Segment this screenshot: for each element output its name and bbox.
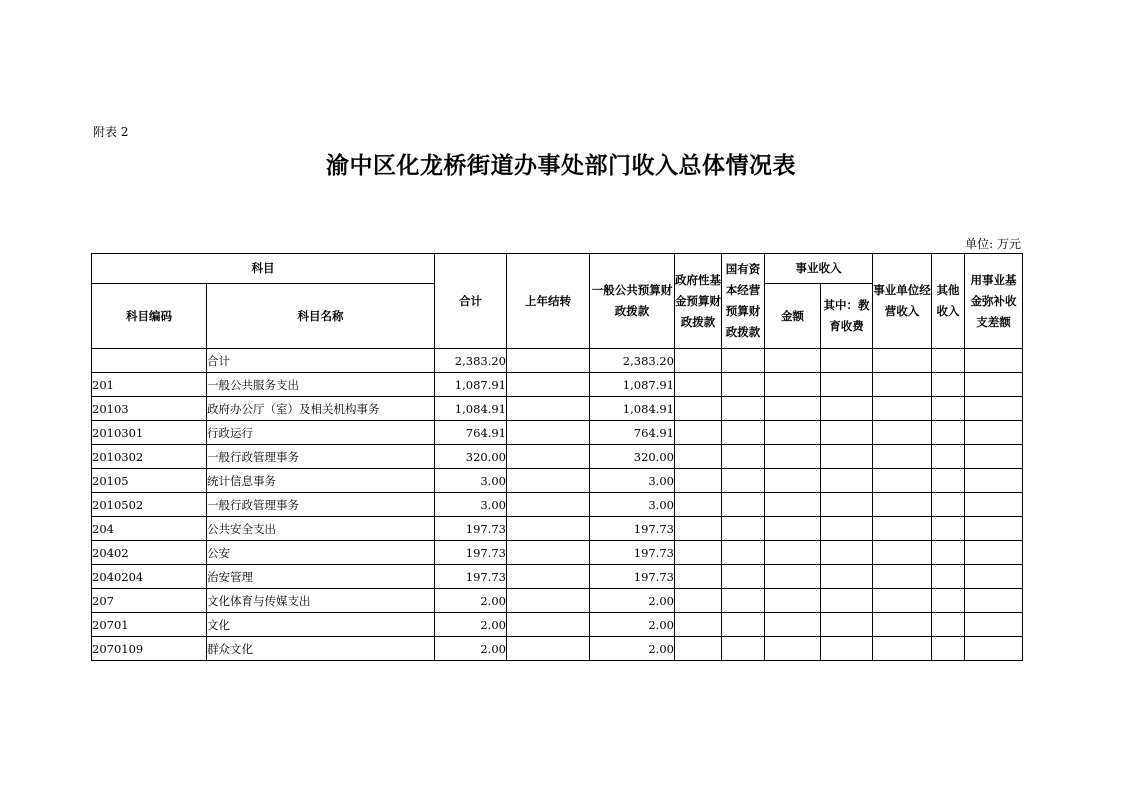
cell-other-income xyxy=(932,373,965,397)
cell-business-income xyxy=(873,637,932,661)
cell-name: 文化体育与传媒支出 xyxy=(207,589,435,613)
cell-business-income xyxy=(873,493,932,517)
header-general-budget: 一般公共预算财政拨款 xyxy=(590,254,675,349)
cell-general-budget: 764.91 xyxy=(590,421,675,445)
cell-total: 197.73 xyxy=(435,541,507,565)
table-row xyxy=(92,373,1023,397)
cell-gov-fund xyxy=(675,469,722,493)
table-row xyxy=(92,493,1023,517)
cell-amount xyxy=(765,613,821,637)
header-code: 科目编码 xyxy=(92,284,207,349)
header-institution-income: 事业收入 xyxy=(765,254,873,284)
cell-amount xyxy=(765,445,821,469)
cell-other-income xyxy=(932,637,965,661)
header-balance-fund: 用事业基金弥补收支差额 xyxy=(965,254,1023,349)
cell-carryover xyxy=(507,493,590,517)
cell-state-capital xyxy=(722,637,765,661)
cell-gov-fund xyxy=(675,397,722,421)
cell-business-income xyxy=(873,349,932,373)
cell-general-budget: 3.00 xyxy=(590,493,675,517)
cell-amount xyxy=(765,373,821,397)
header-total: 合计 xyxy=(435,254,507,349)
cell-edu-fee xyxy=(821,589,873,613)
cell-general-budget: 3.00 xyxy=(590,469,675,493)
cell-state-capital xyxy=(722,421,765,445)
cell-carryover xyxy=(507,565,590,589)
cell-other-income xyxy=(932,565,965,589)
cell-name: 政府办公厅（室）及相关机构事务 xyxy=(207,397,435,421)
cell-code xyxy=(92,349,207,373)
cell-gov-fund xyxy=(675,373,722,397)
table-row xyxy=(92,349,1023,373)
header-amount: 金额 xyxy=(765,284,821,349)
cell-code: 2010502 xyxy=(92,493,207,517)
cell-code: 207 xyxy=(92,589,207,613)
cell-amount xyxy=(765,517,821,541)
cell-code: 20103 xyxy=(92,397,207,421)
cell-business-income xyxy=(873,565,932,589)
cell-total: 197.73 xyxy=(435,565,507,589)
cell-state-capital xyxy=(722,493,765,517)
cell-name: 统计信息事务 xyxy=(207,469,435,493)
cell-carryover xyxy=(507,421,590,445)
cell-general-budget: 197.73 xyxy=(590,541,675,565)
cell-state-capital xyxy=(722,373,765,397)
cell-business-income xyxy=(873,613,932,637)
cell-general-budget: 2.00 xyxy=(590,589,675,613)
cell-amount xyxy=(765,349,821,373)
cell-gov-fund xyxy=(675,637,722,661)
cell-state-capital xyxy=(722,397,765,421)
cell-total: 2.00 xyxy=(435,589,507,613)
cell-balance-fund xyxy=(965,517,1023,541)
cell-edu-fee xyxy=(821,397,873,421)
cell-amount xyxy=(765,469,821,493)
cell-carryover xyxy=(507,517,590,541)
cell-code: 204 xyxy=(92,517,207,541)
cell-total: 3.00 xyxy=(435,469,507,493)
cell-edu-fee xyxy=(821,373,873,397)
cell-balance-fund xyxy=(965,469,1023,493)
cell-carryover xyxy=(507,397,590,421)
header-carryover: 上年结转 xyxy=(507,254,590,349)
cell-code: 20701 xyxy=(92,613,207,637)
cell-general-budget: 2.00 xyxy=(590,613,675,637)
cell-business-income xyxy=(873,397,932,421)
cell-edu-fee xyxy=(821,349,873,373)
table-row xyxy=(92,397,1023,421)
cell-other-income xyxy=(932,493,965,517)
cell-state-capital xyxy=(722,517,765,541)
cell-general-budget: 2.00 xyxy=(590,637,675,661)
table-row xyxy=(92,517,1023,541)
cell-other-income xyxy=(932,445,965,469)
cell-state-capital xyxy=(722,349,765,373)
cell-state-capital xyxy=(722,589,765,613)
cell-other-income xyxy=(932,541,965,565)
cell-name: 治安管理 xyxy=(207,565,435,589)
cell-other-income xyxy=(932,349,965,373)
table-row xyxy=(92,445,1023,469)
table-row xyxy=(92,613,1023,637)
cell-balance-fund xyxy=(965,613,1023,637)
cell-edu-fee xyxy=(821,637,873,661)
cell-total: 1,084.91 xyxy=(435,397,507,421)
cell-gov-fund xyxy=(675,349,722,373)
cell-name: 公安 xyxy=(207,541,435,565)
cell-edu-fee xyxy=(821,493,873,517)
cell-code: 2040204 xyxy=(92,565,207,589)
cell-business-income xyxy=(873,589,932,613)
cell-edu-fee xyxy=(821,421,873,445)
cell-code: 201 xyxy=(92,373,207,397)
cell-carryover xyxy=(507,637,590,661)
cell-edu-fee xyxy=(821,469,873,493)
cell-name: 公共安全支出 xyxy=(207,517,435,541)
cell-code: 2010302 xyxy=(92,445,207,469)
cell-other-income xyxy=(932,469,965,493)
page-title: 渝中区化龙桥街道办事处部门收入总体情况表 xyxy=(326,153,796,179)
cell-edu-fee xyxy=(821,517,873,541)
cell-gov-fund xyxy=(675,421,722,445)
cell-name: 群众文化 xyxy=(207,637,435,661)
cell-gov-fund xyxy=(675,565,722,589)
income-table xyxy=(91,253,1023,661)
table-row xyxy=(92,469,1023,493)
cell-carryover xyxy=(507,349,590,373)
cell-gov-fund xyxy=(675,517,722,541)
cell-carryover xyxy=(507,373,590,397)
cell-general-budget: 1,087.91 xyxy=(590,373,675,397)
cell-edu-fee xyxy=(821,613,873,637)
cell-gov-fund xyxy=(675,493,722,517)
cell-code: 20402 xyxy=(92,541,207,565)
cell-edu-fee xyxy=(821,445,873,469)
cell-edu-fee xyxy=(821,541,873,565)
cell-state-capital xyxy=(722,565,765,589)
cell-name: 文化 xyxy=(207,613,435,637)
header-edu-fee: 其中：教育收费 xyxy=(821,284,873,349)
cell-balance-fund xyxy=(965,421,1023,445)
cell-balance-fund xyxy=(965,565,1023,589)
table-row xyxy=(92,565,1023,589)
cell-balance-fund xyxy=(965,637,1023,661)
cell-carryover xyxy=(507,613,590,637)
cell-carryover xyxy=(507,469,590,493)
header-name: 科目名称 xyxy=(207,284,435,349)
attachment-label: 附表 2 xyxy=(93,125,129,139)
cell-amount xyxy=(765,541,821,565)
cell-amount xyxy=(765,397,821,421)
table-row xyxy=(92,637,1023,661)
cell-amount xyxy=(765,637,821,661)
cell-total: 764.91 xyxy=(435,421,507,445)
cell-balance-fund xyxy=(965,493,1023,517)
cell-business-income xyxy=(873,445,932,469)
cell-total: 2.00 xyxy=(435,637,507,661)
cell-other-income xyxy=(932,421,965,445)
cell-business-income xyxy=(873,421,932,445)
cell-business-income xyxy=(873,373,932,397)
cell-name: 合计 xyxy=(207,349,435,373)
cell-name: 行政运行 xyxy=(207,421,435,445)
header-business-income: 事业单位经营收入 xyxy=(873,254,932,349)
cell-amount xyxy=(765,421,821,445)
cell-total: 197.73 xyxy=(435,517,507,541)
cell-business-income xyxy=(873,517,932,541)
cell-edu-fee xyxy=(821,565,873,589)
cell-general-budget: 197.73 xyxy=(590,517,675,541)
cell-business-income xyxy=(873,541,932,565)
cell-balance-fund xyxy=(965,589,1023,613)
cell-gov-fund xyxy=(675,445,722,469)
cell-other-income xyxy=(932,517,965,541)
cell-other-income xyxy=(932,613,965,637)
unit-label: 单位: 万元 xyxy=(965,237,1021,251)
cell-general-budget: 2,383.20 xyxy=(590,349,675,373)
cell-state-capital xyxy=(722,541,765,565)
table-row xyxy=(92,589,1023,613)
cell-amount xyxy=(765,565,821,589)
cell-carryover xyxy=(507,445,590,469)
cell-total: 3.00 xyxy=(435,493,507,517)
cell-carryover xyxy=(507,589,590,613)
cell-balance-fund xyxy=(965,349,1023,373)
cell-gov-fund xyxy=(675,589,722,613)
cell-state-capital xyxy=(722,469,765,493)
cell-carryover xyxy=(507,541,590,565)
cell-name: 一般行政管理事务 xyxy=(207,445,435,469)
cell-code: 2070109 xyxy=(92,637,207,661)
table-row xyxy=(92,541,1023,565)
cell-other-income xyxy=(932,397,965,421)
cell-total: 2.00 xyxy=(435,613,507,637)
cell-amount xyxy=(765,589,821,613)
cell-name: 一般公共服务支出 xyxy=(207,373,435,397)
cell-gov-fund xyxy=(675,541,722,565)
cell-amount xyxy=(765,493,821,517)
cell-balance-fund xyxy=(965,541,1023,565)
cell-business-income xyxy=(873,469,932,493)
cell-total: 1,087.91 xyxy=(435,373,507,397)
cell-balance-fund xyxy=(965,373,1023,397)
cell-general-budget: 320.00 xyxy=(590,445,675,469)
cell-name: 一般行政管理事务 xyxy=(207,493,435,517)
cell-other-income xyxy=(932,589,965,613)
cell-total: 2,383.20 xyxy=(435,349,507,373)
table-row xyxy=(92,421,1023,445)
cell-general-budget: 1,084.91 xyxy=(590,397,675,421)
cell-general-budget: 197.73 xyxy=(590,565,675,589)
cell-gov-fund xyxy=(675,613,722,637)
header-state-capital: 国有资本经营预算财政拨款 xyxy=(722,254,765,349)
cell-code: 2010301 xyxy=(92,421,207,445)
header-gov-fund: 政府性基金预算财政拨款 xyxy=(675,254,722,349)
cell-balance-fund xyxy=(965,397,1023,421)
header-other-income: 其他收入 xyxy=(932,254,965,349)
header-subject: 科目 xyxy=(92,254,435,284)
cell-code: 20105 xyxy=(92,469,207,493)
cell-state-capital xyxy=(722,613,765,637)
cell-state-capital xyxy=(722,445,765,469)
cell-balance-fund xyxy=(965,445,1023,469)
cell-total: 320.00 xyxy=(435,445,507,469)
